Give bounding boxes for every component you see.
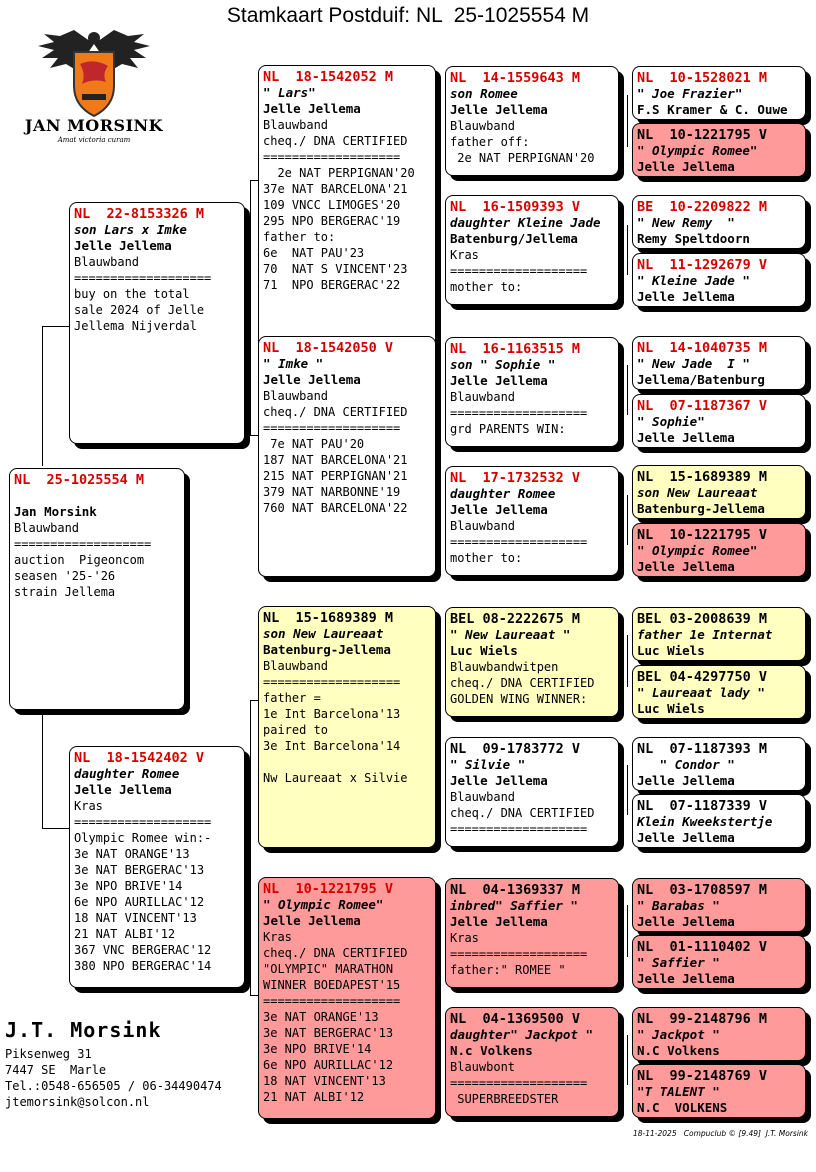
connector-ds-v bbox=[440, 655, 441, 775]
card-line: cheq./ DNA CERTIFIED bbox=[450, 676, 595, 690]
connector-sdd-v bbox=[627, 495, 628, 545]
pigeon-card-gg10[interactable] bbox=[632, 665, 806, 719]
ring-number: BEL 08-2222675 M bbox=[450, 611, 581, 627]
card-line: buy on the total bbox=[74, 287, 190, 301]
card-line: Blauwband bbox=[263, 659, 329, 673]
card-line: father to: bbox=[263, 230, 336, 244]
card-line: WINNER BOEDAPEST'15 bbox=[263, 978, 401, 992]
card-line: 2e NAT PERPIGNAN'20 bbox=[263, 166, 415, 180]
pigeon-card-main[interactable] bbox=[9, 468, 185, 710]
breeder-name: Jelle Jellema bbox=[450, 914, 548, 929]
card-line: paired to bbox=[263, 723, 329, 737]
pigeon-card-gg16[interactable] bbox=[632, 1064, 806, 1118]
ring-number: BE 10-2209822 M bbox=[637, 199, 768, 215]
connector-dss-v bbox=[627, 635, 628, 687]
breeder-name: Jelle Jellema bbox=[637, 289, 735, 304]
pigeon-card-gg2[interactable] bbox=[632, 123, 806, 177]
card-line: 760 NAT BARCELONA'22 bbox=[263, 501, 408, 515]
connector-dam-dd bbox=[250, 995, 258, 996]
page-title: Stamkaart Postduif: NL 25-1025554 M bbox=[226, 4, 590, 27]
ring-number: NL 10-1528021 M bbox=[637, 70, 768, 86]
connector-ddd-v bbox=[627, 1035, 628, 1085]
ring-number: NL 10-1221795 V bbox=[637, 127, 768, 143]
pigeon-name: " Jackpot " bbox=[637, 1027, 720, 1042]
breeder-name: Jelle Jellema bbox=[637, 430, 735, 445]
card-line: father = bbox=[263, 691, 321, 705]
card-line: 2e NAT PERPIGNAN'20 bbox=[450, 151, 595, 165]
pigeon-name: " New Jade I " bbox=[637, 356, 750, 371]
pigeon-name: son New Laureaat bbox=[263, 626, 384, 641]
card-line: seasen '25-'26 bbox=[14, 569, 116, 583]
card-line: Blauwband bbox=[450, 790, 516, 804]
pigeon-name: son Lars x Imke bbox=[74, 222, 187, 237]
connector-dam-ds bbox=[250, 700, 258, 701]
pigeon-name: " Olympic Romee" bbox=[637, 143, 758, 158]
card-line: father off: bbox=[450, 135, 530, 149]
pigeon-name: daughter Romee bbox=[74, 766, 180, 781]
connector-sd-v bbox=[440, 385, 441, 505]
ring-number: NL 07-1187367 V bbox=[637, 398, 768, 414]
ring-number: NL 22-8153326 M bbox=[74, 206, 205, 222]
ring-number: NL 10-1221795 V bbox=[263, 881, 394, 897]
pigeon-name: son Romee bbox=[450, 86, 518, 101]
pigeon-card-gg1[interactable] bbox=[632, 66, 806, 120]
ring-number: NL 16-1163515 M bbox=[450, 341, 581, 357]
card-line: Blauwband bbox=[450, 390, 516, 404]
card-line: 367 VNC BERGERAC'12 bbox=[74, 943, 212, 957]
card-line: 379 NAT NARBONNE'19 bbox=[263, 485, 401, 499]
connector-ss-v bbox=[440, 118, 441, 243]
pigeon-name: " New Laureaat " bbox=[450, 627, 571, 642]
ring-number: NL 10-1221795 V bbox=[637, 527, 768, 543]
card-line: 6e NPO AURILLAC'12 bbox=[263, 1058, 394, 1072]
pigeon-name: " Joe Frazier" bbox=[637, 86, 743, 101]
card-line: strain Jellema bbox=[14, 585, 116, 599]
card-line: =================== bbox=[14, 537, 152, 551]
card-line: Kras bbox=[263, 930, 292, 944]
ring-number: NL 18-1542402 V bbox=[74, 750, 205, 766]
card-line: =================== bbox=[74, 271, 212, 285]
pigeon-card-ssd[interactable] bbox=[445, 195, 619, 305]
pigeon-card-gg4[interactable] bbox=[632, 253, 806, 307]
ring-number: NL 17-1732532 V bbox=[450, 470, 581, 486]
ring-number: NL 25-1025554 M bbox=[14, 472, 145, 488]
breeder-name: Jelle Jellema bbox=[637, 971, 735, 986]
breeder-name: Jelle Jellema bbox=[263, 101, 361, 116]
breeder-name: Luc Wiels bbox=[637, 643, 705, 658]
owner-city: 7447 SE Marle bbox=[5, 1063, 107, 1077]
ring-number: NL 11-1292679 V bbox=[637, 257, 768, 273]
breeder-name: Jan Morsink bbox=[14, 504, 97, 519]
breeder-name: Jelle Jellema bbox=[637, 914, 735, 929]
pigeon-name: " Olympic Romee" bbox=[637, 543, 758, 558]
pigeon-card-sdd[interactable] bbox=[445, 466, 619, 576]
pigeon-card-dss[interactable] bbox=[445, 607, 619, 717]
pigeon-name: " Laureaat lady " bbox=[637, 685, 765, 700]
pigeon-card-sss[interactable] bbox=[445, 66, 619, 176]
ring-number: NL 14-1559643 M bbox=[450, 70, 581, 86]
card-line: 7e NAT PAU'20 bbox=[263, 437, 365, 451]
card-line: =================== bbox=[263, 994, 401, 1008]
card-line: 3e NPO BRIVE'14 bbox=[74, 879, 183, 893]
breeder-name: Batenburg-Jellema bbox=[263, 642, 391, 657]
breeder-name: Jellema/Batenburg bbox=[637, 372, 765, 387]
card-line: 380 NPO BERGERAC'14 bbox=[74, 959, 212, 973]
connector-main-dam bbox=[42, 828, 70, 829]
pigeon-card-dam-sire[interactable] bbox=[258, 606, 436, 848]
pigeon-name: " Lars" bbox=[263, 85, 316, 100]
card-line: =================== bbox=[450, 264, 588, 278]
breeder-name: Batenburg/Jellema bbox=[450, 231, 578, 246]
card-line: SUPERBREEDSTER bbox=[450, 1092, 559, 1106]
pigeon-name: " Barabas " bbox=[637, 898, 720, 913]
breeder-name: Jelle Jellema bbox=[74, 238, 172, 253]
pigeon-card-gg14[interactable] bbox=[632, 935, 806, 989]
ring-number: NL 14-1040735 M bbox=[637, 340, 768, 356]
pigeon-name: " Condor " bbox=[637, 757, 735, 772]
connector-dd-v bbox=[440, 925, 441, 1045]
card-line: =================== bbox=[450, 822, 588, 836]
connector-sss-v bbox=[627, 95, 628, 147]
pigeon-card-gg15[interactable] bbox=[632, 1007, 806, 1061]
owner-phone: Tel.:0548-656505 / 06-34490474 bbox=[5, 1079, 222, 1093]
connector-ssd-v bbox=[627, 225, 628, 275]
breeder-name: N.C VOLKENS bbox=[637, 1100, 728, 1115]
pigeon-name: " Kleine Jade " bbox=[637, 273, 750, 288]
pigeon-card-sire-dam[interactable] bbox=[258, 336, 436, 577]
breeder-name: Jelle Jellema bbox=[263, 372, 361, 387]
card-line: 215 NAT PERPIGNAN'21 bbox=[263, 469, 408, 483]
ring-number: BEL 03-2008639 M bbox=[637, 611, 768, 627]
pigeon-card-ddd[interactable] bbox=[445, 1007, 619, 1117]
card-line: Blauwband bbox=[14, 521, 80, 535]
brand-tagline: Amat victoria curam bbox=[57, 136, 131, 144]
pigeon-card-sds[interactable] bbox=[445, 337, 619, 447]
ring-number: NL 07-1187393 M bbox=[637, 741, 768, 757]
card-line: 187 NAT BARCELONA'21 bbox=[263, 453, 408, 467]
card-line: 3e NPO BRIVE'14 bbox=[263, 1042, 372, 1056]
connector-main-sire bbox=[42, 326, 70, 327]
breeder-name: Jelle Jellema bbox=[450, 773, 548, 788]
pigeon-card-dam-dam[interactable] bbox=[258, 877, 436, 1119]
breeder-name: Batenburg-Jellema bbox=[637, 501, 765, 516]
card-line bbox=[263, 754, 431, 770]
pigeon-name: " Saffier " bbox=[637, 955, 720, 970]
pigeon-name: " New Remy " bbox=[637, 215, 735, 230]
pigeon-card-gg13[interactable] bbox=[632, 878, 806, 932]
breeder-name: Jelle Jellema bbox=[263, 913, 361, 928]
pigeon-card-gg11[interactable] bbox=[632, 737, 806, 791]
ring-number: NL 07-1187339 V bbox=[637, 798, 768, 814]
card-line: =================== bbox=[450, 406, 588, 420]
pigeon-name: " Imke " bbox=[263, 356, 324, 371]
card-line: 21 NAT ALBI'12 bbox=[74, 927, 176, 941]
breeder-name: Jelle Jellema bbox=[637, 773, 735, 788]
card-line: =================== bbox=[263, 421, 401, 435]
card-line: 3e NAT ORANGE'13 bbox=[74, 847, 190, 861]
breeder-name: Jelle Jellema bbox=[637, 159, 735, 174]
card-line: =================== bbox=[74, 815, 212, 829]
connector-dds-v bbox=[627, 905, 628, 957]
card-line: 21 NAT ALBI'12 bbox=[263, 1090, 365, 1104]
pigeon-card-gg5[interactable] bbox=[632, 336, 806, 390]
ring-number: NL 18-1542050 V bbox=[263, 340, 394, 356]
pigeon-name: son New Laureaat bbox=[637, 485, 758, 500]
shield-icon bbox=[74, 52, 114, 116]
pigeon-card-gg6[interactable] bbox=[632, 394, 806, 448]
card-line: 3e NAT BERGERAC'13 bbox=[263, 1026, 394, 1040]
card-line: =================== bbox=[263, 675, 401, 689]
breeder-name: Jelle Jellema bbox=[450, 502, 548, 517]
breeder-name: Jelle Jellema bbox=[450, 102, 548, 117]
card-line: GOLDEN WING WINNER: bbox=[450, 692, 588, 706]
card-line: cheq./ DNA CERTIFIED bbox=[263, 405, 408, 419]
card-line: 18 NAT VINCENT'13 bbox=[74, 911, 197, 925]
card-line: 71 NPO BERGERAC'22 bbox=[263, 278, 401, 292]
card-line: cheq./ DNA CERTIFIED bbox=[450, 806, 595, 820]
pigeon-name: father 1e Internat bbox=[637, 627, 773, 642]
breeder-name: Jelle Jellema bbox=[637, 830, 735, 845]
card-line: father:" ROMEE " bbox=[450, 963, 566, 977]
card-line: 70 NAT S VINCENT'23 bbox=[263, 262, 408, 276]
ring-number: NL 16-1509393 V bbox=[450, 199, 581, 215]
owner-name: J.T. Morsink bbox=[5, 1018, 162, 1042]
card-line: =================== bbox=[263, 150, 401, 164]
card-line: Jellema Nijverdal bbox=[74, 319, 197, 333]
card-line: 37e NAT BARCELONA'21 bbox=[263, 182, 408, 196]
card-line: Blauwband bbox=[450, 519, 516, 533]
pigeon-name: "T TALENT " bbox=[637, 1084, 720, 1099]
ring-number: NL 09-1783772 V bbox=[450, 741, 581, 757]
card-line bbox=[14, 488, 180, 504]
owner-address: Piksenweg 31 bbox=[5, 1047, 92, 1061]
card-line: =================== bbox=[450, 1076, 588, 1090]
card-line: =================== bbox=[450, 947, 588, 961]
card-line: grd PARENTS WIN: bbox=[450, 422, 566, 436]
card-line: Kras bbox=[450, 931, 479, 945]
ring-number: NL 99-2148769 V bbox=[637, 1068, 768, 1084]
breeder-name: N.C Volkens bbox=[637, 1043, 720, 1058]
card-line: 295 NPO BERGERAC'19 bbox=[263, 214, 401, 228]
connector-main-v2 bbox=[42, 712, 43, 828]
card-line: Kras bbox=[74, 799, 103, 813]
pigeon-name: daughter Kleine Jade bbox=[450, 215, 601, 230]
card-line: 3e Int Barcelona'14 bbox=[263, 739, 401, 753]
card-line: Blauwband bbox=[450, 119, 516, 133]
card-line: 1e Int Barcelona'13 bbox=[263, 707, 401, 721]
breeder-name: F.S Kramer & C. Ouwe bbox=[637, 102, 788, 117]
card-line: =================== bbox=[450, 535, 588, 549]
card-line: "OLYMPIC" MARATHON bbox=[263, 962, 394, 976]
breeder-name: N.c Volkens bbox=[450, 1043, 533, 1058]
card-line: Blauwbont bbox=[450, 1060, 516, 1074]
ring-number: NL 18-1542052 M bbox=[263, 69, 394, 85]
ring-number: NL 01-1110402 V bbox=[637, 939, 768, 955]
pigeon-card-sire[interactable] bbox=[69, 202, 245, 444]
card-line: 18 NAT VINCENT'13 bbox=[263, 1074, 386, 1088]
ring-number: NL 03-1708597 M bbox=[637, 882, 768, 898]
card-line: 6e NAT PAU'23 bbox=[263, 246, 365, 260]
card-line: 3e NAT BERGERAC'13 bbox=[74, 863, 205, 877]
owner-email[interactable]: jtemorsink@solcon.nl bbox=[5, 1095, 150, 1109]
card-line: Olympic Romee win:- bbox=[74, 831, 212, 845]
breeder-name: Jelle Jellema bbox=[74, 782, 172, 797]
ring-number: NL 15-1689389 M bbox=[637, 469, 768, 485]
card-line: mother to: bbox=[450, 551, 523, 565]
breeder-name: Jelle Jellema bbox=[637, 559, 735, 574]
card-line: 109 VNCC LIMOGES'20 bbox=[263, 198, 401, 212]
breeder-name: Luc Wiels bbox=[450, 643, 518, 658]
pigeon-card-dam[interactable] bbox=[69, 746, 245, 988]
connector-dam-v bbox=[250, 700, 251, 995]
footer-credit: 18-11-2025 Compuclub © [9.49] J.T. Morsink bbox=[633, 1129, 808, 1138]
pigeon-name: " Olympic Romee" bbox=[263, 897, 384, 912]
breeder-name: Remy Speltdoorn bbox=[637, 231, 750, 246]
ring-number: NL 04-1369337 M bbox=[450, 882, 581, 898]
pigeon-card-gg12[interactable] bbox=[632, 794, 806, 848]
ring-number: NL 15-1689389 M bbox=[263, 610, 394, 626]
pigeon-card-dds[interactable] bbox=[445, 878, 619, 988]
card-line: auction Pigeoncom bbox=[14, 553, 145, 567]
pigeon-name: daughter" Jackpot " bbox=[450, 1027, 593, 1042]
owner-contact bbox=[5, 1018, 222, 1110]
card-line: sale 2024 of Jelle bbox=[74, 303, 205, 317]
ring-number: NL 99-2148796 M bbox=[637, 1011, 768, 1027]
pigeon-card-gg7[interactable] bbox=[632, 465, 806, 519]
connector-sire-v bbox=[250, 180, 251, 435]
breeder-name: Luc Wiels bbox=[637, 701, 705, 716]
card-line: 6e NPO AURILLAC'12 bbox=[74, 895, 205, 909]
pigeon-name: Klein Kweekstertje bbox=[637, 814, 773, 829]
pigeon-card-gg9[interactable] bbox=[632, 607, 806, 661]
connector-sire-sd bbox=[250, 435, 258, 436]
connector-dsd-v bbox=[627, 765, 628, 815]
ring-number: NL 04-1369500 V bbox=[450, 1011, 581, 1027]
card-line: Blauwband bbox=[74, 255, 140, 269]
pigeon-name: " Sophie" bbox=[637, 414, 705, 429]
card-line: Kras bbox=[450, 248, 479, 262]
pigeon-name: " Silvie " bbox=[450, 757, 526, 772]
pigeon-name: son " Sophie " bbox=[450, 357, 556, 372]
card-line: Nw Laureaat x Silvie bbox=[263, 771, 408, 785]
pigeon-card-dsd[interactable] bbox=[445, 737, 619, 847]
breeder-name: Jelle Jellema bbox=[450, 373, 548, 388]
connector-sire-ss bbox=[250, 180, 258, 181]
card-line: Blauwband bbox=[263, 389, 329, 403]
connector-main-v bbox=[42, 326, 43, 466]
pigeon-name: inbred" Saffier " bbox=[450, 898, 578, 913]
card-line: cheq./ DNA CERTIFIED bbox=[263, 946, 408, 960]
card-line: cheq./ DNA CERTIFIED bbox=[263, 134, 408, 148]
connector-sds-v bbox=[627, 365, 628, 415]
pigeon-card-gg3[interactable] bbox=[632, 195, 806, 249]
pigeon-name: daughter Romee bbox=[450, 486, 556, 501]
card-line: Blauwbandwitpen bbox=[450, 660, 559, 674]
brand-name: JAN MORSINK bbox=[24, 116, 164, 135]
card-line: Blauwband bbox=[263, 118, 329, 132]
card-line: mother to: bbox=[450, 280, 523, 294]
card-line: 3e NAT ORANGE'13 bbox=[263, 1010, 379, 1024]
ring-number: BEL 04-4297750 V bbox=[637, 669, 768, 685]
pigeon-card-gg8[interactable] bbox=[632, 523, 806, 577]
